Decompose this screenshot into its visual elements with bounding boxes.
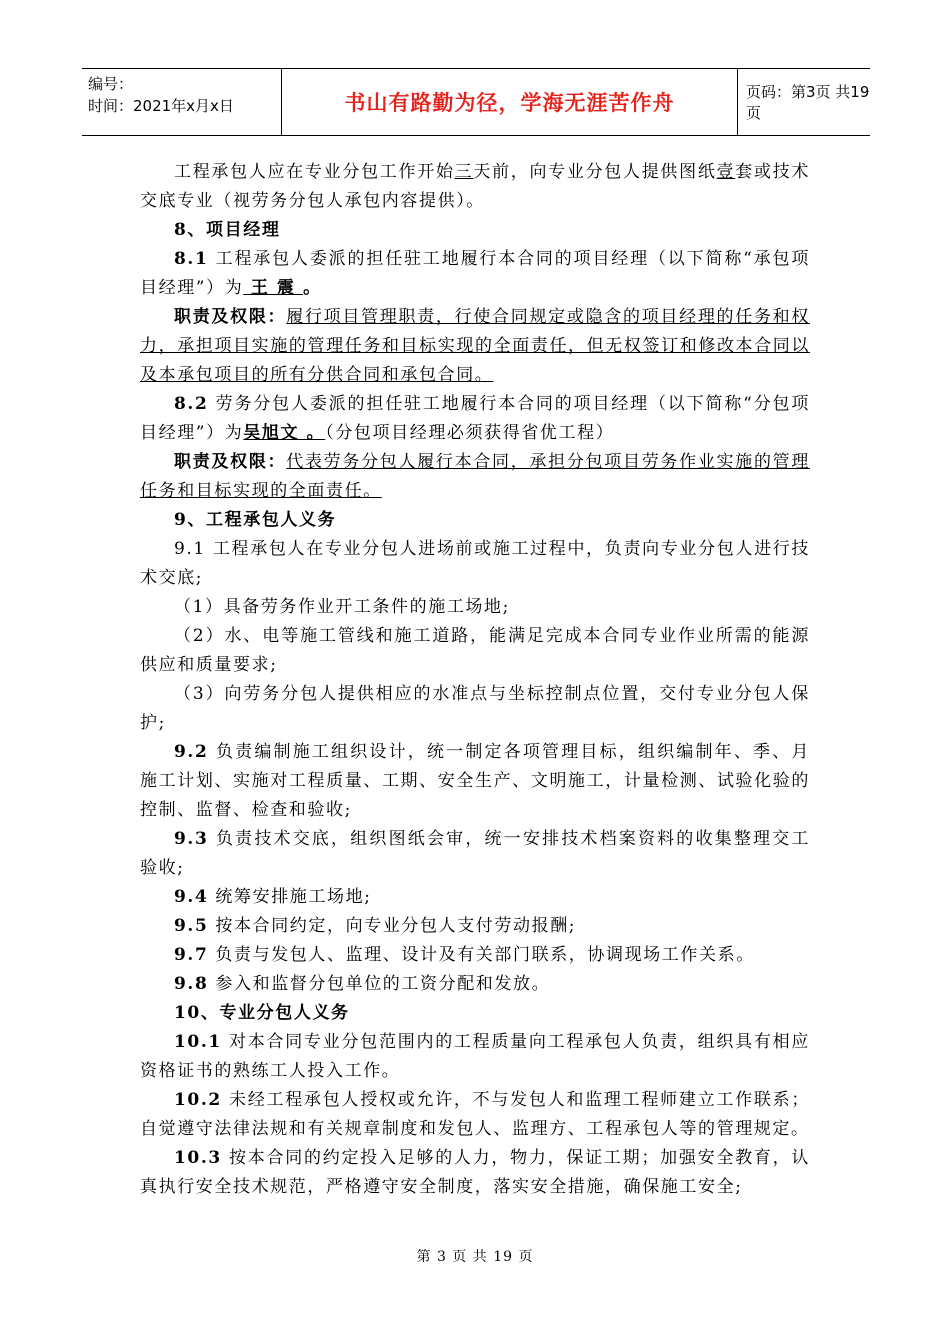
heading-9: 9、工程承包人义务 <box>174 510 337 530</box>
paragraph-8-1: 8.1 工程承包人委派的担任驻工地履行本合同的项目经理（以下简称“承包项目经理”）为 王 震 。 <box>140 249 810 298</box>
heading-10: 10、专业分包人义务 <box>174 1003 350 1023</box>
header-motto: 书山有路勤为径，学海无涯苦作舟 <box>282 69 738 135</box>
paragraph-9-4: 9.4 统筹安排施工场地; <box>174 887 372 907</box>
document-body <box>140 158 810 1202</box>
paragraph-9-1-2: （2）水、电等施工管线和施工道路，能满足完成本合同专业作业所需的能源供应和质量要求; <box>140 626 810 675</box>
paragraph-9-1-1: （1）具备劳务作业开工条件的施工场地; <box>174 597 510 617</box>
paragraph-drawings: 工程承包人应在专业分包工作开始三天前，向专业分包人提供图纸壹套或技术交底专业（视劳务分包人承包内容提供）。 <box>140 162 810 211</box>
paragraph-9-8: 9.8 参入和监督分包单位的工资分配和发放。 <box>174 974 551 994</box>
paragraph-9-3: 9.3 负责技术交底，组织图纸会审，统一安排技术档案资料的收集整理交工验收; <box>140 829 810 878</box>
heading-8: 8、项目经理 <box>174 220 281 240</box>
paragraph-8-1-duties: 职责及权限：履行项目管理职责，行使合同规定或隐含的项目经理的任务和权力，承担项目实施的管理任务和目标实现的全面责任，但无权签订和修改本合同以及本承包项目的所有分供合同和承包合同。 <box>140 307 810 385</box>
paragraph-9-5: 9.5 按本合同约定，向专业分包人支付劳动报酬; <box>174 916 577 936</box>
paragraph-9-7: 9.7 负责与发包人、监理、设计及有关部门联系，协调现场工作关系。 <box>174 945 755 965</box>
paragraph-10-2: 10.2 未经工程承包人授权或允许，不与发包人和监理工程师建立工作联系；自觉遵守法律法规和有关规章制度和发包人、监理方、工程承包人等的管理规定。 <box>140 1090 810 1139</box>
contractor-manager-name: 王 震 <box>243 278 304 298</box>
paragraph-10-3: 10.3 按本合同的约定投入足够的人力，物力，保证工期；加强安全教育，认真执行安全技术规范，严格遵守安全制度，落实安全措施，确保施工安全; <box>140 1148 810 1197</box>
header-page-label: 页码：第3页 共19页 <box>746 83 870 122</box>
paragraph-8-2-duties: 职责及权限：代表劳务分包人履行本合同，承担分包项目劳务作业实施的管理任务和目标实现的全面责任。 <box>140 452 810 501</box>
paragraph-9-1: 9.1 工程承包人在专业分包人进场前或施工过程中，负责向专业分包人进行技术交底; <box>140 539 810 588</box>
paragraph-9-1-3: （3）向劳务分包人提供相应的水准点与坐标控制点位置，交付专业分包人保护; <box>140 684 810 733</box>
paragraph-9-2: 9.2 负责编制施工组织设计，统一制定各项管理目标，组织编制年、季、月施工计划、实施对工程质量、工期、安全生产、文明施工，计量检测、试验化验的控制、监督、检查和验收; <box>140 742 810 820</box>
page-footer: 第 3 页 共 19 页 <box>416 1249 534 1265</box>
date-label: 时间：2021年x月x日 <box>88 97 234 115</box>
paragraph-8-2: 8.2 劳务分包人委派的担任驻工地履行本合同的项目经理（以下简称“分包项目经理”）为吴旭文 。（分包项目经理必须获得省优工程） <box>140 394 810 443</box>
paragraph-10-1: 10.1 对本合同专业分包范围内的工程质量向工程承包人负责，组织具有相应资格证书的熟练工人投入工作。 <box>140 1032 810 1081</box>
number-label: 编号： <box>88 75 134 93</box>
subcontractor-manager-name: 吴旭文 。 <box>243 423 326 443</box>
header-meta <box>82 69 282 135</box>
page-header <box>82 68 870 136</box>
